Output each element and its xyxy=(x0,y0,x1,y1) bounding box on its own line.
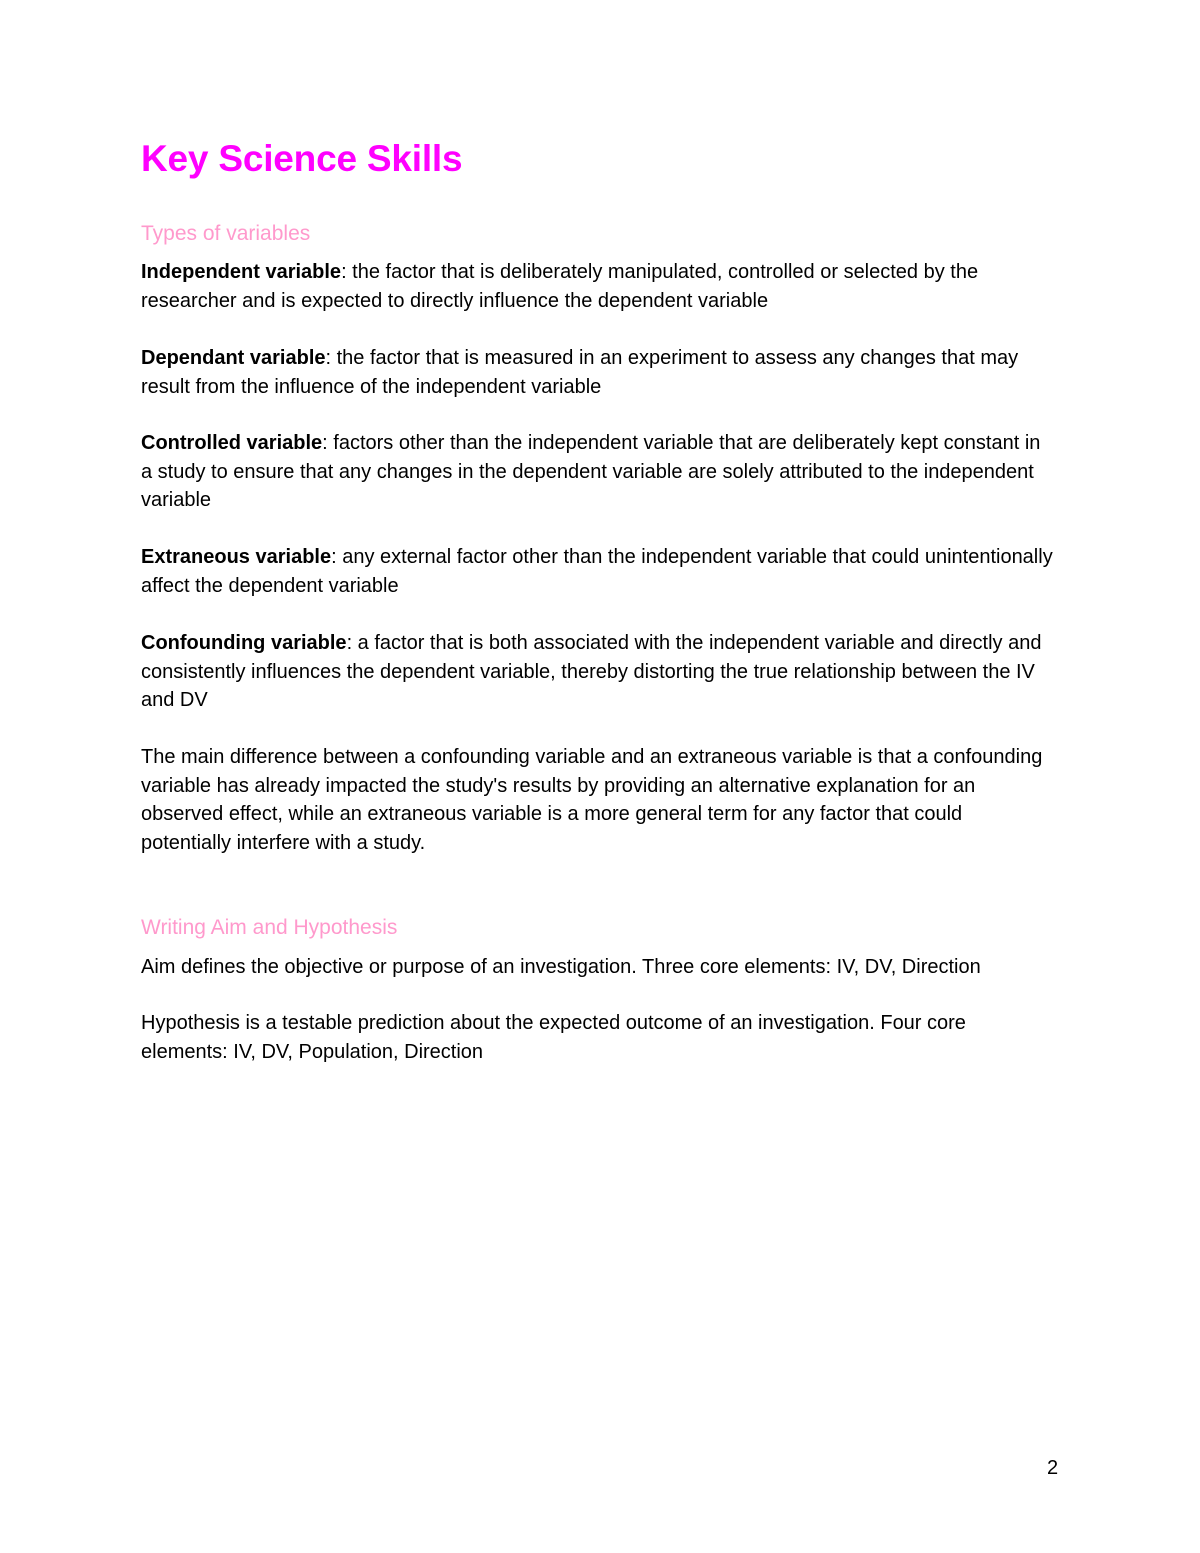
comparison-paragraph: The main difference between a confounding variable and an extraneous variable is that a confounding variable has already impacted the study's results by providing an alternative explanation for an observed effect, while an extraneous variable is a more general term for any factor that could potentially interfere with a study. xyxy=(141,746,1043,854)
definition-text: : factors other than the independent variable that are deliberately kept constant in a study to ensure that any changes in the dependent variable are solely attributed to the independent variable xyxy=(141,432,1041,512)
section-heading-types-of-variables: Types of variables xyxy=(141,222,311,245)
definition-text: : the factor that is deliberately manipulated, controlled or selected by the researcher and is expected to directly influence the dependent variable xyxy=(141,261,979,312)
definition-controlled-variable xyxy=(141,429,1056,515)
definition-text: : any external factor other than the independent variable that could unintentionally affect the dependent variable xyxy=(141,546,1053,597)
definition-term: Independent variable xyxy=(141,261,342,283)
definition-term: Extraneous variable xyxy=(141,546,332,568)
definition-extraneous-variable xyxy=(141,543,1056,600)
aim-paragraph: Aim defines the objective or purpose of an investigation. Three core elements: IV, DV, Direction xyxy=(141,956,981,978)
definition-term: Controlled variable xyxy=(141,432,323,454)
definition-confounding-variable xyxy=(141,629,1056,715)
hypothesis-paragraph: Hypothesis is a testable prediction about the expected outcome of an investigation. Four core elements: IV, DV, Population, Direction xyxy=(141,1012,966,1063)
definition-dependant-variable xyxy=(141,344,1056,401)
definition-text: : a factor that is both associated with the independent variable and directly and consistently influences the dependent variable, thereby distorting the true relationship between the IV and DV xyxy=(141,632,1042,712)
definition-term: Confounding variable xyxy=(141,632,347,654)
definition-text: : the factor that is measured in an experiment to assess any changes that may result from the influence of the independent variable xyxy=(141,347,1019,398)
section-heading-aim-hypothesis: Writing Aim and Hypothesis xyxy=(141,916,398,939)
definition-term: Dependant variable xyxy=(141,347,326,369)
page-title: Key Science Skills xyxy=(141,138,463,179)
definition-independent-variable xyxy=(141,258,1056,315)
page-number: 2 xyxy=(1047,1457,1059,1479)
